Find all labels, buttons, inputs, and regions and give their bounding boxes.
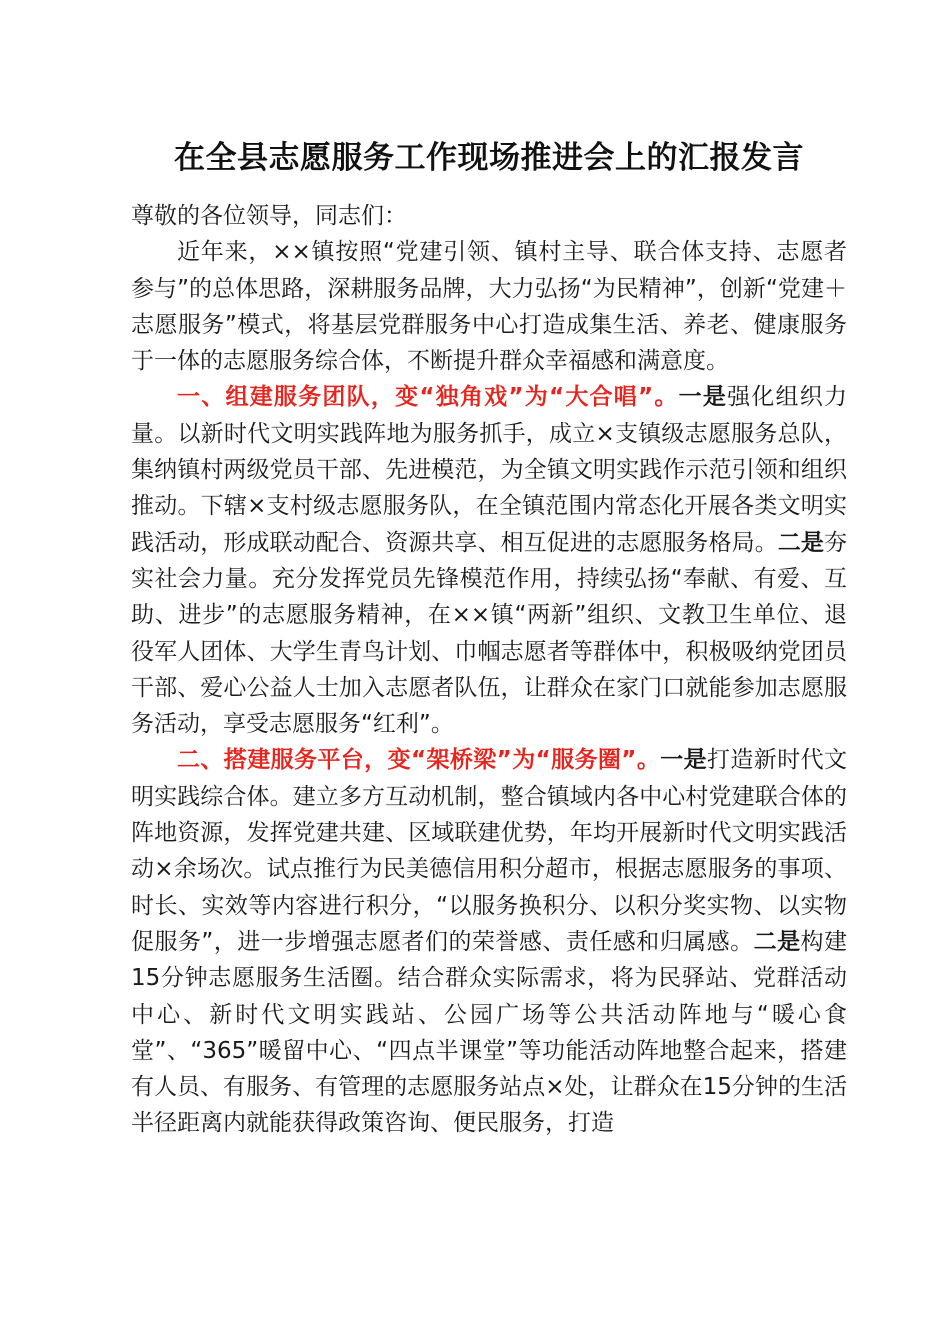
document-page: [131, 130, 847, 1142]
section-1-lead-2: 二是: [777, 529, 825, 556]
section-1-heading: 一、组建服务团队，变“独角戏”为“大合唱”。: [177, 384, 679, 411]
section-2-lead-2: 二是: [753, 928, 801, 955]
section-1-text-1: 强化组织力量。以新时代文明实践阵地为服务抓手，成立×支镇级志愿服务总队，集纳镇村两级党员干部、先进模范，为全镇文明实践作示范引领和组织推动。下辖×支村级志愿服务队，在全镇范围内常态化开展各类文明实践活动，形成联动配合、资源共享、相互促进的志愿服务格局。: [131, 384, 848, 556]
document-title: 在全县志愿服务工作现场推进会上的汇报发言: [174, 140, 804, 176]
section-2-paragraph: [131, 742, 847, 1141]
intro-paragraph: 近年来，××镇按照“党建引领、镇村主导、联合体支持、志愿者参与”的总体思路，深耕服务品牌，大力弘扬“为民精神”，创新“党建＋志愿服务”模式，将基层党群服务中心打造成集生活、养老、健康服务于一体的志愿服务综合体，不断提升群众幸福感和满意度。: [131, 239, 847, 375]
section-2-heading: 二、搭建服务平台，变“架桥梁”为“服务圈”。: [177, 747, 661, 774]
section-1-text-2: 夯实社会力量。充分发挥党员先锋模范作用，持续弘扬“奉献、有爱、互助、进步”的志愿服务精神，在××镇“两新”组织、文教卫生单位、退役军人团体、大学生青鸟计划、巾帼志愿者等群体中，积极吸纳党团员干部、爱心公益人士加入志愿者队伍，让群众在家门口就能参加志愿服务活动，享受志愿服务“红利”。: [131, 529, 848, 738]
section-1-paragraph: [131, 379, 847, 742]
section-2-text-1: 打造新时代文明实践综合体。建立多方互动机制，整合镇域内各中心村党建联合体的阵地资源，发挥党建共建、区域联建优势，年均开展新时代文明实践活动×余场次。试点推行为民美德信用积分超市，根据志愿服务的事项、时长、实效等内容进行积分，“以服务换积分、以积分奖实物、以实物促服务”，进一步增强志愿者们的荣誉感、责任感和归属感。: [131, 747, 848, 955]
section-2-text-2: 构建15分钟志愿服务生活圈。结合群众实际需求，将为民驿站、党群活动中心、新时代文明实践站、公园广场等公共活动阵地与“暖心食堂”、“365”暖留中心、“四点半课堂”等功能活动阵地整合起来，搭建有人员、有服务、有管理的志愿服务站点×处，让群众在15分钟的生活半径距离内就能获得政策咨询、便民服务，打造: [131, 928, 848, 1137]
section-2-lead-1: 一是: [660, 747, 708, 774]
greeting: 尊敬的各位领导，同志们：: [131, 203, 407, 229]
section-1-lead-1: 一是: [678, 384, 728, 411]
